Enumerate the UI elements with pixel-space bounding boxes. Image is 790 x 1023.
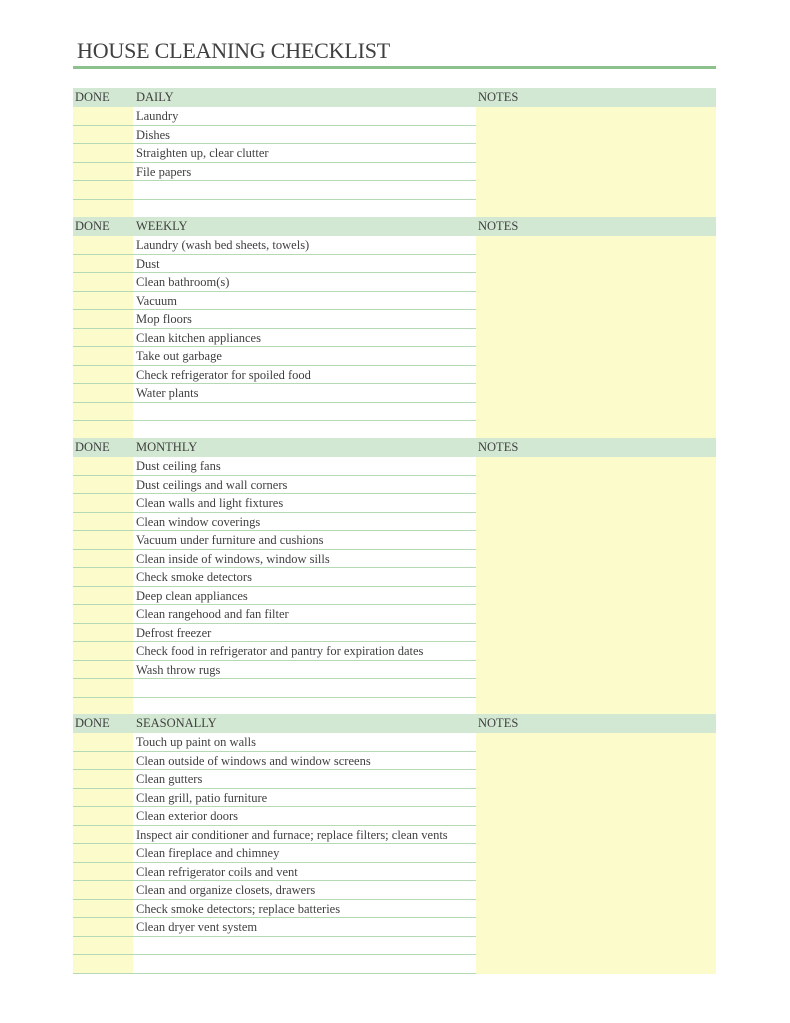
task-row [73,494,476,513]
task-label: Clean bathroom(s) [136,275,230,289]
section-weekly [73,217,716,440]
task-row [73,255,476,274]
done-column-header: DONE [75,716,110,730]
task-label: Vacuum under furniture and cushions [136,533,324,547]
task-row [73,550,476,569]
task-label: Deep clean appliances [136,588,248,603]
done-checkbox-cell[interactable] [73,403,133,421]
done-checkbox-cell[interactable] [73,107,133,125]
task-row [73,733,476,752]
task-label: Defrost freezer [136,625,212,640]
task-row [73,513,476,532]
task-row [73,752,476,771]
task-label: Water plants [136,386,199,400]
done-checkbox-cell[interactable] [73,513,133,531]
task-label: Straighten up, clear clutter [136,146,269,160]
task-row [73,403,476,422]
done-checkbox-cell[interactable] [73,329,133,347]
task-row [73,347,476,366]
done-checkbox-cell[interactable] [73,273,133,291]
task-label: Clean outside of windows and window screens [136,753,371,768]
task-label: Clean fireplace and chimney [136,846,280,860]
task-label: Clean grill, patio furniture [136,790,268,805]
task-row [73,624,476,643]
title-underline [73,66,716,69]
task-label: Wash throw rugs [136,662,221,677]
section-title: MONTHLY [136,440,198,454]
done-checkbox-cell[interactable] [73,863,133,881]
done-checkbox-cell[interactable] [73,826,133,844]
task-row [73,366,476,385]
section-body [73,733,716,974]
done-checkbox-cell[interactable] [73,587,133,605]
task-row [73,236,476,255]
done-checkbox-cell[interactable] [73,881,133,899]
task-label: Check refrigerator for spoiled food [136,367,311,382]
task-row [73,181,476,200]
done-checkbox-cell[interactable] [73,568,133,586]
notes-column-header: NOTES [478,440,519,454]
task-label: Vacuum [136,293,177,308]
done-checkbox-cell[interactable] [73,733,133,751]
done-checkbox-cell[interactable] [73,918,133,936]
task-row [73,679,476,698]
task-row [73,789,476,808]
done-checkbox-cell[interactable] [73,476,133,494]
task-label: Inspect air conditioner and furnace; replace filters; clean vents [136,827,448,842]
task-row [73,421,476,440]
task-label: Clean window coverings [136,514,261,529]
task-row [73,292,476,311]
section-header [73,714,716,733]
task-row [73,163,476,182]
task-row [73,476,476,495]
task-row [73,126,476,145]
task-row [73,273,476,292]
task-label: Clean dryer vent system [136,920,258,934]
task-row [73,661,476,680]
task-row [73,826,476,845]
notes-column-header: NOTES [478,716,519,730]
done-checkbox-cell[interactable] [73,292,133,310]
task-label: Check food in refrigerator and pantry for expiration dates [136,644,424,658]
section-seasonally [73,714,716,974]
task-label: Check smoke detectors; replace batteries [136,901,341,916]
section-header [73,88,716,107]
done-checkbox-cell[interactable] [73,181,133,199]
done-checkbox-cell[interactable] [73,752,133,770]
done-column-header: DONE [75,219,110,233]
section-header [73,217,716,236]
task-row [73,918,476,937]
notes-area[interactable] [476,457,716,716]
task-row [73,807,476,826]
task-row [73,955,476,974]
done-checkbox-cell[interactable] [73,310,133,328]
section-header [73,438,716,457]
task-row [73,531,476,550]
task-label: Clean gutters [136,772,203,786]
task-label: Touch up paint on walls [136,735,256,749]
task-row [73,863,476,882]
done-checkbox-cell[interactable] [73,900,133,918]
done-checkbox-cell[interactable] [73,494,133,512]
done-checkbox-cell[interactable] [73,937,133,955]
done-checkbox-cell[interactable] [73,661,133,679]
done-checkbox-cell[interactable] [73,366,133,384]
task-label: Clean inside of windows, window sills [136,551,330,566]
done-checkbox-cell[interactable] [73,255,133,273]
task-label: Dust [136,256,160,271]
task-label: Clean kitchen appliances [136,330,261,345]
section-body [73,107,716,218]
task-row [73,881,476,900]
task-row [73,937,476,956]
task-row [73,384,476,403]
task-label: Dust ceilings and wall corners [136,477,288,492]
task-label: Clean refrigerator coils and vent [136,864,298,879]
task-label: Dishes [136,127,171,142]
done-checkbox-cell[interactable] [73,789,133,807]
section-title: WEEKLY [136,219,188,233]
done-checkbox-cell[interactable] [73,844,133,862]
done-column-header: DONE [75,90,110,104]
done-checkbox-cell[interactable] [73,347,133,365]
done-column-header: DONE [75,440,110,454]
task-row [73,844,476,863]
task-row [73,587,476,606]
task-label: Laundry [136,109,179,123]
task-label: Mop floors [136,312,192,326]
done-checkbox-cell[interactable] [73,624,133,642]
task-label: Clean and organize closets, drawers [136,883,316,897]
section-title: SEASONALLY [136,716,217,730]
notes-area[interactable] [476,107,716,218]
task-label: Dust ceiling fans [136,459,221,473]
done-checkbox-cell[interactable] [73,550,133,568]
done-checkbox-cell[interactable] [73,807,133,825]
done-checkbox-cell[interactable] [73,605,133,623]
task-row [73,900,476,919]
task-label: Take out garbage [136,349,222,363]
notes-area[interactable] [476,733,716,974]
task-row [73,568,476,587]
task-label: Clean exterior doors [136,809,239,823]
notes-area[interactable] [476,236,716,440]
done-checkbox-cell[interactable] [73,163,133,181]
task-row [73,770,476,789]
done-checkbox-cell[interactable] [73,955,133,973]
task-label: Clean walls and light fixtures [136,496,284,510]
done-checkbox-cell[interactable] [73,236,133,254]
task-row [73,605,476,624]
done-checkbox-cell[interactable] [73,770,133,788]
section-title: DAILY [136,90,174,104]
done-checkbox-cell[interactable] [73,126,133,144]
done-checkbox-cell[interactable] [73,679,133,697]
notes-column-header: NOTES [478,90,519,104]
done-checkbox-cell[interactable] [73,421,133,439]
done-checkbox-cell[interactable] [73,531,133,549]
task-row [73,107,476,126]
task-row [73,144,476,163]
task-row [73,310,476,329]
section-body [73,236,716,440]
task-row [73,457,476,476]
page-title: HOUSE CLEANING CHECKLIST [77,38,390,63]
task-label: Clean rangehood and fan filter [136,607,289,621]
task-label: Check smoke detectors [136,570,252,584]
done-checkbox-cell[interactable] [73,384,133,402]
section-monthly [73,438,716,716]
section-daily [73,88,716,218]
done-checkbox-cell[interactable] [73,642,133,660]
done-checkbox-cell[interactable] [73,200,133,218]
task-row [73,329,476,348]
task-row [73,200,476,219]
done-checkbox-cell[interactable] [73,144,133,162]
task-label: Laundry (wash bed sheets, towels) [136,238,310,252]
task-label: File papers [136,164,192,179]
done-checkbox-cell[interactable] [73,698,133,716]
done-checkbox-cell[interactable] [73,457,133,475]
section-body [73,457,716,716]
notes-column-header: NOTES [478,219,519,233]
task-row [73,642,476,661]
